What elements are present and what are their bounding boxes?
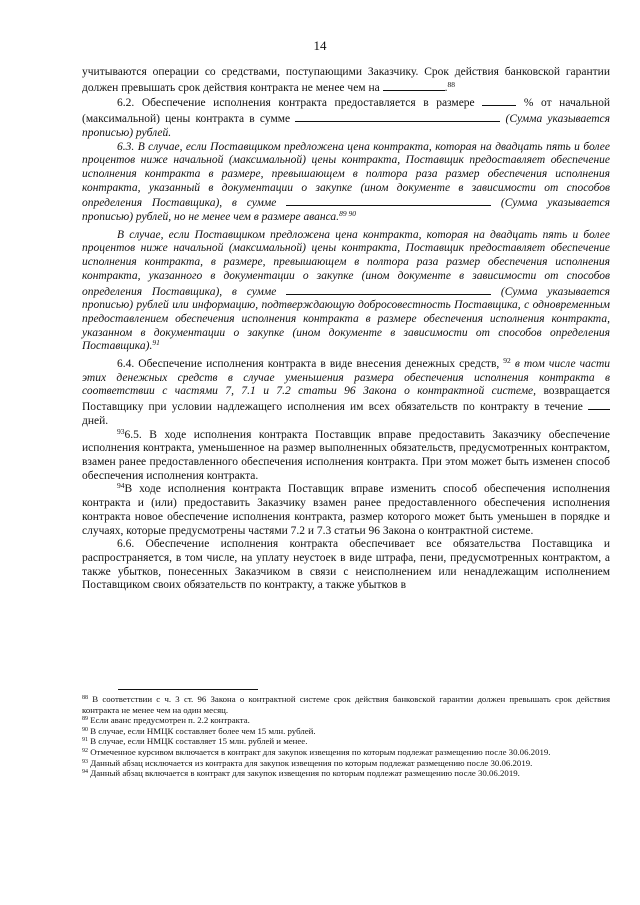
blank-field (286, 195, 491, 206)
page-number: 14 (313, 38, 327, 53)
footnote-separator (118, 689, 258, 690)
paragraph-6-3: 6.3. В случае, если Поставщиком предложена цена контракта, которая на двадцать пять и более процентов ниже начальной (максимальной) цены контракта, Поставщик предоставляет обеспечение исполнения контракта в размере, превышающем в полтора раза размер обеспечения исполнения контракта, указанный в документации о закупке (ином документе в зависимости от способов определения Поставщика), в сумме (Сумма указывается прописью) рублей, но не менее чем в размере аванса.$^{89 90}$ (82, 140, 611, 224)
blank-field (295, 111, 500, 122)
paragraph-6-5: $^{93}$6.5. В ходе исполнения контракта Поставщик вправе предоставить Заказчику обеспечение исполнения контракта, уменьшенное на размер выполненных обязательств, предусмотренных контрактом, взамен ранее предоставленного обеспечения исполнения контракта. При этом может быть изменен способ обеспечения исполнения контракта. (82, 426, 610, 482)
footnote: $^{90}$ В случае, если НМЦК составляет более чем 15 млн. рублей. (82, 725, 316, 736)
blank-field (588, 399, 610, 410)
paragraph-intro: учитываются операции со средствами, поступающими Заказчику. Срок действия банковской гарантии должен превышать срок действия контракта не менее чем на .$^{88}$ (82, 66, 610, 94)
footnote: $^{92}$ Отмеченное курсивом включается в контракт для закупок извещения по которым подлежат размещению после 30.06.2019. (82, 746, 551, 757)
footnotes (82, 694, 610, 779)
footnote-ref: 89 90 (339, 209, 356, 219)
paragraph-6-6: 6.6. Обеспечение исполнения контракта обеспечивает все обязательства Поставщика и распространяется, в том числе, на уплату неустоек в виде штрафа, пени, предусмотренных контрактом, а также убытков, понесенных Заказчиком в связи с неисполнением или ненадлежащим исполнением Поставщиком своих обязательств по контракту, а также убытков в (82, 538, 610, 592)
document-body (82, 66, 610, 593)
footnote-ref: 94 (117, 481, 125, 491)
footnote: $^{94}$ Данный абзац включается в контракт для закупок извещения по которым подлежат размещению после 30.06.2019. (82, 768, 520, 779)
footnote: $^{91}$ В случае, если НМЦК составляет 15 млн. рублей и менее. (82, 736, 308, 747)
paragraph-6-5-alt: $^{94}$В ходе исполнения контракта Поставщик вправе изменить способ обеспечения исполнения контракта и (или) предоставить Заказчику взамен ранее предоставленного обеспечения исполнения контракта новое обеспечение исполнения контракта, размер которого может быть уменьшен в порядке и случаях, которые предусмотрены частями 7.2 и 7.3 статьи 96 Закона о контрактной системе. (82, 481, 610, 537)
footnote: $^{88}$ В соответствии с ч. 3 ст. 96 Закона о контрактной системе срок действия банковской гарантии должен превышать срок действия контракта не менее чем на один месяц. (82, 694, 610, 715)
blank-field (482, 95, 516, 106)
paragraph-6-4: 6.4. Обеспечение исполнения контракта в виде внесения денежных средств, $^{92}$ в том числе части этих денежных средств в случае уменьшения размера обеспечения исполнения контракта в соответствии с частями 7, 7.1 и 7.2 статьи 96 Закона о контрактной системе, возвращается Поставщику при условии надлежащего исполнения им всех обязательств по контракту в течение дней. (82, 356, 610, 427)
footnote: $^{93}$ Данный абзац исключается из контракта для закупок извещения по которым подлежат размещению после 30.06.2019. (82, 757, 533, 768)
footnote-ref: 88 (447, 79, 455, 89)
paragraph-6-2: 6.2. Обеспечение исполнения контракта предоставляется в размере % от начальной (максимальной) цены контракта в сумме (Сумма указывается прописью) рублей. (82, 97, 611, 139)
footnote-ref: 92 (503, 356, 511, 366)
blank-field (286, 284, 491, 295)
paragraph-6-3-alt: В случае, если Поставщиком предложена цена контракта, которая на двадцать пять и более процентов ниже начальной (максимальной) цены контракта, Поставщик предоставляет обеспечение исполнения контракта, в размере, превышающем в полтора раза размер обеспечения исполнения контракта, указанного в документации о закупке (ином документе в зависимости от способов определения Поставщика), в сумме (Сумма указывается прописью) рублей или информацию, подтверждающую добросовестность Поставщика, с одновременным предоставлением обеспечения исполнения контракта в размере обеспечения исполнения контракта, указанном в документации о закупке (ином документе в зависимости от способов определения Поставщика).$^{91}$ (82, 228, 611, 353)
footnote-ref: 93 (117, 426, 125, 436)
footnote: $^{89}$ Если аванс предусмотрен п. 2.2 контракта. (82, 715, 250, 726)
blank-field (383, 80, 445, 91)
footnote-ref: 91 (152, 338, 160, 348)
